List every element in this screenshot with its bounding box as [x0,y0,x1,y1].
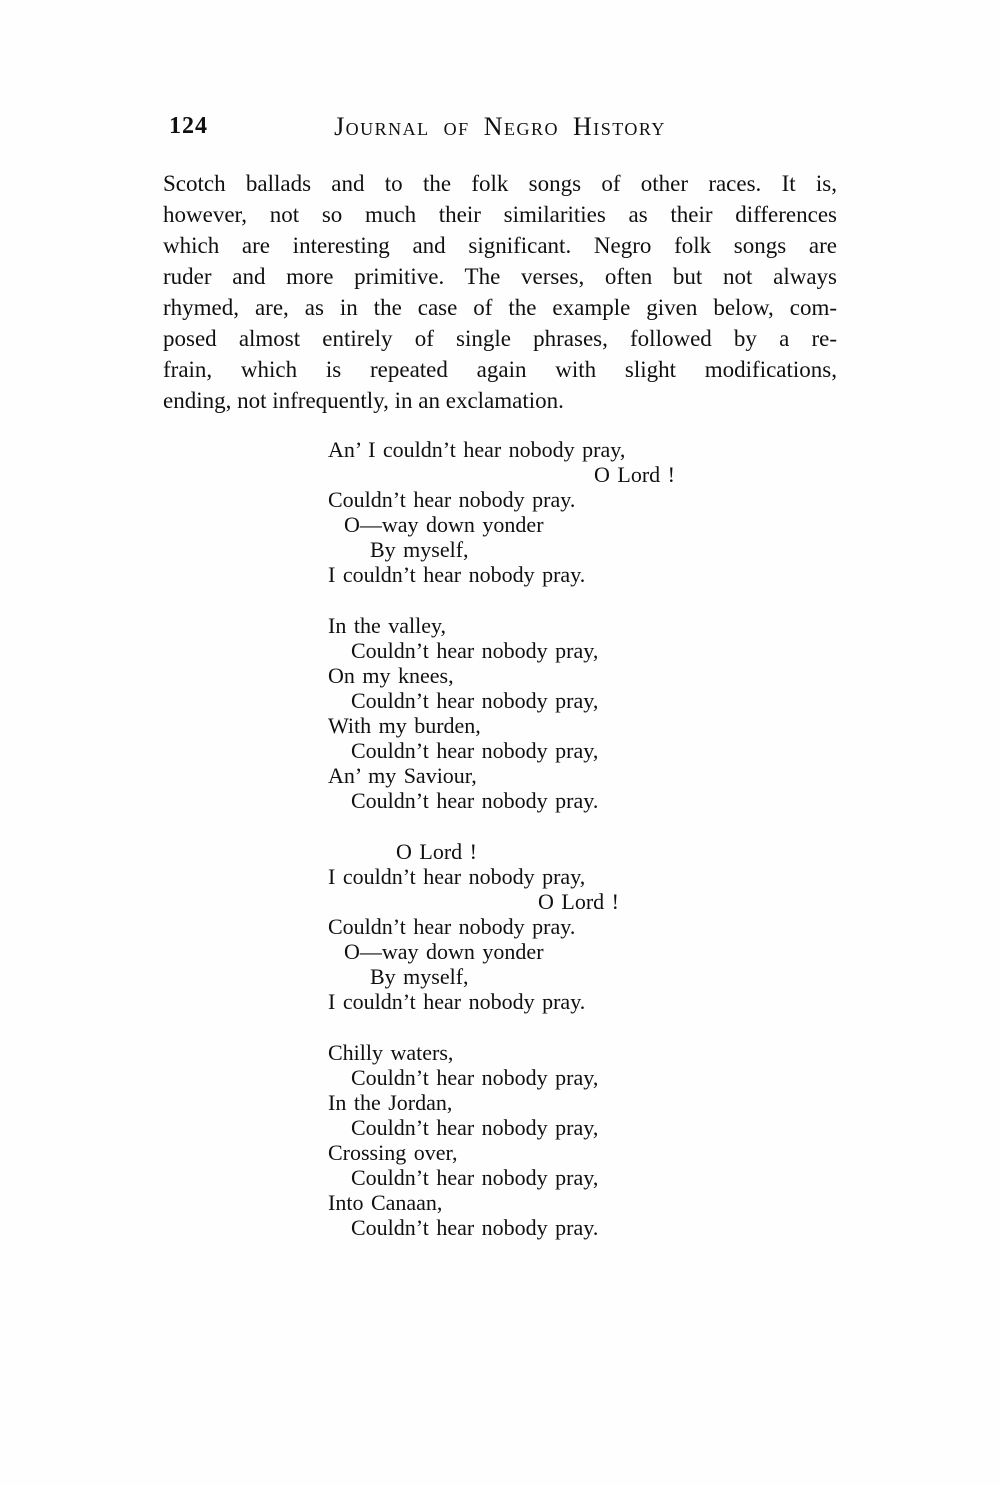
paragraph-line: rhymed, are, as in the case of the example given below, com- [163,295,837,320]
journal-title: Journal of Negro History [334,112,666,141]
poem-line: Couldn’t hear nobody pray, [351,638,599,663]
poem-line: In the valley, [328,613,447,638]
paragraph-line: ending, not infrequently, in an exclamation. [163,388,564,413]
page-number: 124 [169,113,208,139]
poem-line: Into Canaan, [328,1190,443,1215]
poem-line: On my knees, [328,663,454,688]
poem-line: An’ my Saviour, [328,763,477,788]
poem-line: An’ I couldn’t hear nobody pray, [328,437,626,462]
poem-line: I couldn’t hear nobody pray. [328,562,586,587]
paragraph-line: Scotch ballads and to the folk songs of other races. It is, [163,171,837,196]
poem-line: O—way down yonder [344,939,544,964]
song-lyrics [328,437,675,1240]
poem-line: Couldn’t hear nobody pray, [351,688,599,713]
poem-line: O—way down yonder [344,512,544,537]
poem-stanza [328,613,675,813]
poem-line: Couldn’t hear nobody pray. [328,487,576,512]
poem-line: Couldn’t hear nobody pray. [328,914,576,939]
paragraph-line: which are interesting and significant. Negro folk songs are [163,233,837,258]
poem-line: In the Jordan, [328,1090,453,1115]
poem-line: By myself, [370,537,469,562]
paragraph-line: however, not so much their similarities as their differences [163,202,837,227]
poem-line: Couldn’t hear nobody pray, [351,738,599,763]
poem-line: O Lord ! [538,889,619,914]
poem-line: I couldn’t hear nobody pray. [328,989,586,1014]
poem-line: Couldn’t hear nobody pray. [351,1215,599,1240]
intro-paragraph [163,168,837,416]
poem-line: Couldn’t hear nobody pray, [351,1115,599,1140]
poem-line: By myself, [370,964,469,989]
poem-line: Chilly waters, [328,1040,454,1065]
poem-line: Couldn’t hear nobody pray, [351,1065,599,1090]
poem-line: I couldn’t hear nobody pray, [328,864,586,889]
poem-stanza [328,839,675,1014]
poem-stanza [328,437,675,587]
poem-line: With my burden, [328,713,481,738]
poem-line: Couldn’t hear nobody pray. [351,788,599,813]
poem-stanza [328,1040,675,1240]
page-header [163,112,837,146]
paragraph-line: posed almost entirely of single phrases, followed by a re- [163,326,837,351]
poem-line: Crossing over, [328,1140,458,1165]
poem-line: Couldn’t hear nobody pray, [351,1165,599,1190]
paragraph-line: frain, which is repeated again with slight modifications, [163,357,837,382]
paragraph-line: ruder and more primitive. The verses, often but not always [163,264,837,289]
poem-line: O Lord ! [396,839,477,864]
poem-line: O Lord ! [594,462,675,487]
